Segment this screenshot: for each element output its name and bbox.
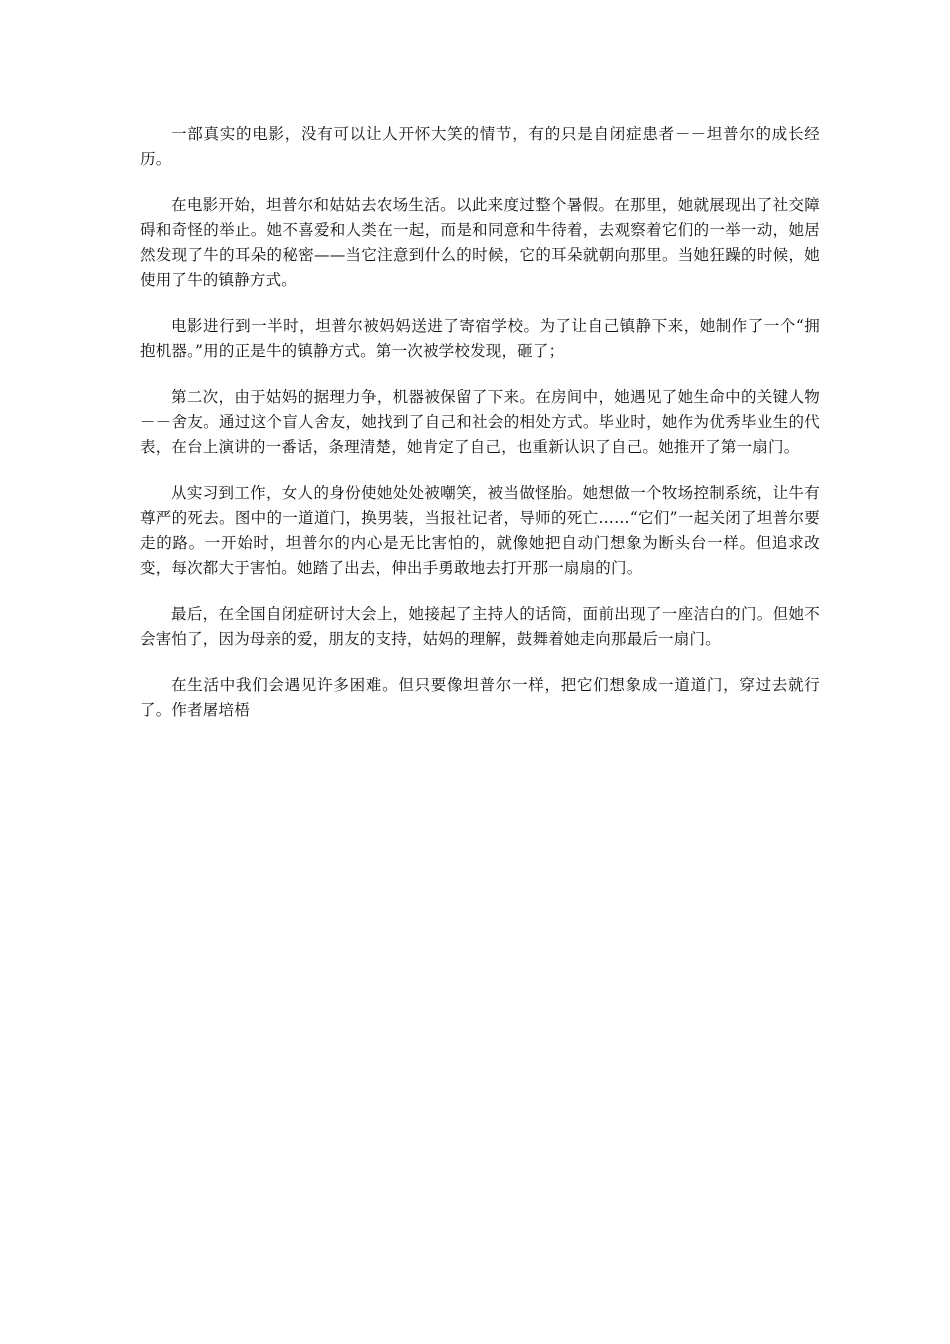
paragraph-3: 电影进行到一半时，坦普尔被妈妈送进了寄宿学校。为了让自己镇静下来，她制作了一个“拥抱机器。”用的正是牛的镇静方式。第一次被学校发现，砸了； [140, 317, 820, 360]
paragraph-1: 一部真实的电影，没有可以让人开怀大笑的情节，有的只是自闭症患者－－坦普尔的成长经历。 [140, 125, 820, 168]
document-body [140, 122, 820, 744]
paragraph-5: 从实习到工作，女人的身份使她处处被嘲笑，被当做怪胎。她想做一个牧场控制系统，让牛有尊严的死去。图中的一道道门，换男装，当报社记者，导师的死亡……“它们”一起关闭了坦普尔要走的路。一开始时，坦普尔的内心是无比害怕的，就像她把自动门想象为断头台一样。但追求改变，每次都大于害怕。她踏了出去，伸出手勇敢地去打开那一扇扇的门。 [140, 484, 820, 577]
paragraph-7: 在生活中我们会遇见许多困难。但只要像坦普尔一样，把它们想象成一道道门，穿过去就行了。作者屠培梧 [140, 676, 820, 719]
paragraph-2: 在电影开始，坦普尔和姑姑去农场生活。以此来度过整个暑假。在那里，她就展现出了社交障碍和奇怪的举止。她不喜爱和人类在一起，而是和同意和牛待着，去观察着它们的一举一动，她居然发现了牛的耳朵的秘密——当它注意到什么的时候，它的耳朵就朝向那里。当她狂躁的时候，她使用了牛的镇静方式。 [140, 196, 820, 289]
paragraph-4: 第二次，由于姑妈的据理力争，机器被保留了下来。在房间中，她遇见了她生命中的关键人物－－舍友。通过这个盲人舍友，她找到了自己和社会的相处方式。毕业时，她作为优秀毕业生的代表，在台上演讲的一番话，条理清楚，她肯定了自己，也重新认识了自己。她推开了第一扇门。 [140, 388, 820, 456]
paragraph-6: 最后，在全国自闭症研讨大会上，她接起了主持人的话筒，面前出现了一座洁白的门。但她不会害怕了，因为母亲的爱，朋友的支持，姑妈的理解，鼓舞着她走向那最后一扇门。 [140, 605, 820, 648]
